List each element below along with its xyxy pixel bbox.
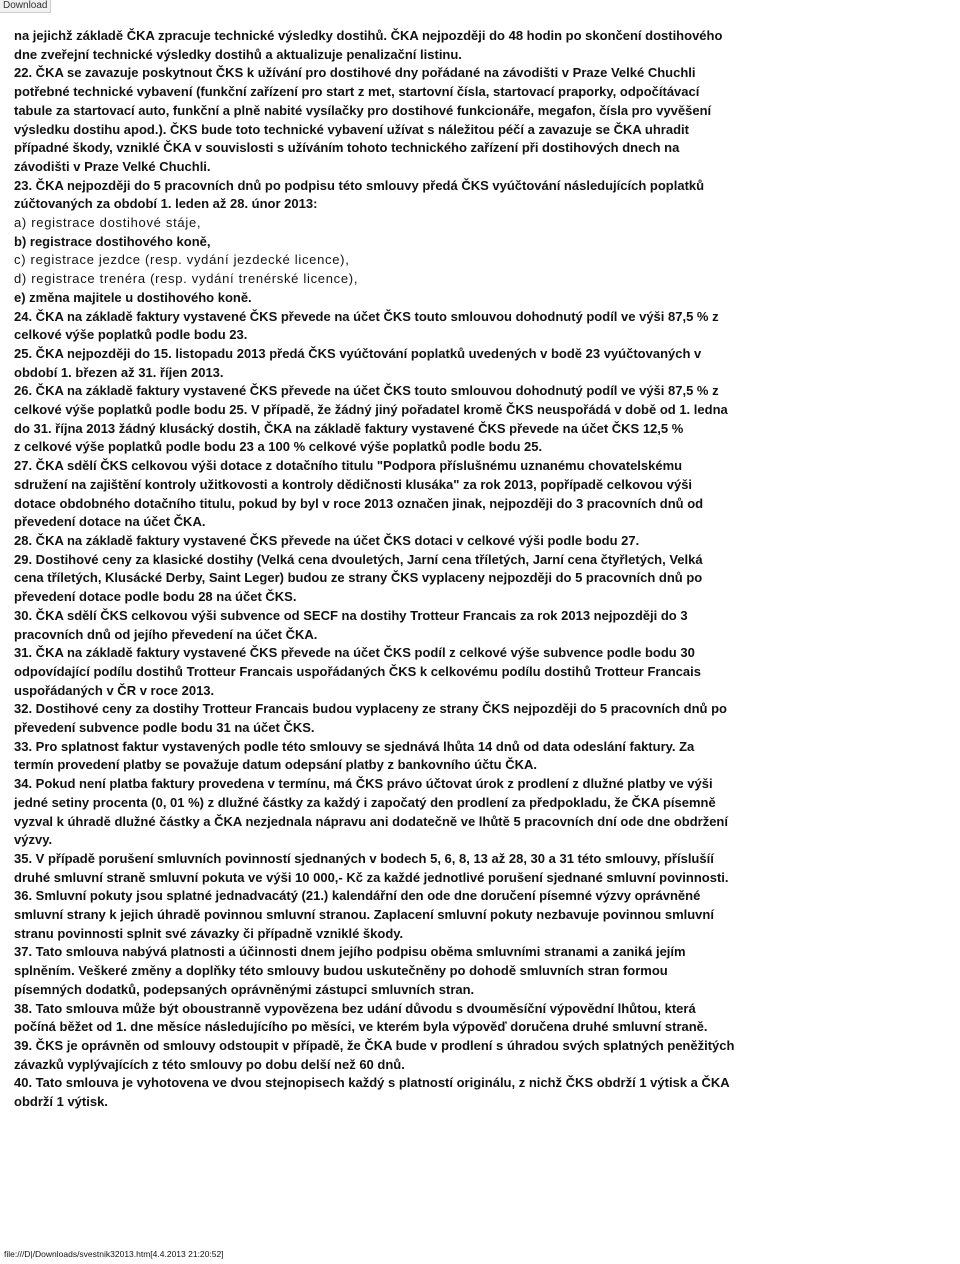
text-line: 40. Tato smlouva je vyhotovena ve dvou stejnopisech každý s platností originálu, z nichž ČKS obdrží 1 výtisk a ČKA <box>14 1075 730 1091</box>
text-line: písemných dodatků, podepsaných oprávněnými zástupci smluvních stran. <box>14 981 475 997</box>
text-line: 37. Tato smlouva nabývá platnosti a účinnosti dnem jejího podpisu oběma smluvními stranami a zaniká jejím <box>14 944 686 960</box>
download-button[interactable]: Download <box>0 0 51 13</box>
text-line: na jejichž základě ČKA zpracuje technické výsledky dostihů. ČKA nejpozději do 48 hodin po skončení dostihového <box>14 28 723 43</box>
text-line: uspořádaných v ČR v roce 2013. <box>14 682 215 698</box>
text-line: pracovních dnů od jejího převedení na účet ČKA. <box>14 626 318 642</box>
text-line: splněním. Veškeré změny a doplňky této smlouvy budou uskutečněny po dohodě smluvních stran formou <box>14 963 668 979</box>
text-line: 39. ČKS je oprávněn od smlouvy odstoupit v případě, že ČKA bude v prodlení s úhradou svých splatných peněžitých <box>14 1037 735 1053</box>
text-line: počíná běžet od 1. dne měsíce následujícího po měsíci, ve kterém byla výpověď doručena druhé smluvní straně. <box>14 1019 708 1035</box>
text-line: 22. ČKA se zavazuje poskytnout ČKS k užívání pro dostihové dny pořádané na závodišti v Praze Velké Chuchli <box>14 65 696 81</box>
page-footer-url: file:///D|/Downloads/svestnik32013.htm[4.4.2013 21:20:52] <box>4 1249 224 1259</box>
text-line: obdrží 1 výtisk. <box>14 1094 108 1110</box>
text-line: závazků vyplývajících z této smlouvy po dobu delší než 60 dnů. <box>14 1056 405 1072</box>
document-body <box>14 27 954 1112</box>
text-line: 25. ČKA nejpozději do 15. listopadu 2013 předá ČKS vyúčtování poplatků uvedených v bodě 23 vyúčtovaných v <box>14 345 702 361</box>
text-line: 35. V případě porušení smluvních povinností sjednaných v bodech 5, 6, 8, 13 až 28, 30 a 31 této smlouvy, příslušíí <box>14 850 714 866</box>
text-line: převedení dotace na účet ČKA. <box>14 514 206 530</box>
text-line: 24. ČKA na základě faktury vystavené ČKS převede na účet ČKS touto smlouvou dohodnutý podíl ve výši 87,5 % z <box>14 308 719 324</box>
text-line: vyzval k úhradě dlužné částky a ČKA nezjednala nápravu ani dodatečně ve lhůtě 5 pracovních dní ode dne obdržení <box>14 813 728 829</box>
text-line: 27. ČKA sdělí ČKS celkovou výši dotace z dotačního titulu "Podpora příslušnému uznanému chovatelskému <box>14 458 683 474</box>
text-line: do 31. října 2013 žádný klusácký dostih, ČKA na základě faktury vystavené ČKS převede na účet ČKS 12,5 % <box>14 420 684 436</box>
text-line: 28. ČKA na základě faktury vystavené ČKS převede na účet ČKS dotaci v celkové výši podle bodu 27. <box>14 532 640 548</box>
text-line: cena tříletých, Klusácké Derby, Saint Leger) budou ze strany ČKS vyplaceny nejpozději do 5 pracovních dnů po <box>14 570 703 586</box>
text-line: období 1. březen až 31. říjen 2013. <box>14 364 224 380</box>
text-line: druhé smluvní straně smluvní pokuta ve výši 10 000,- Kč za každé jednotlivé porušení sjednané smluvní povinnosti. <box>14 869 729 885</box>
text-line: 36. Smluvní pokuty jsou splatné jednadvacátý (21.) kalendářní den ode dne doručení písemné výzvy oprávněné <box>14 888 701 904</box>
list-item: a) registrace dostihové stáje, <box>14 215 202 231</box>
text-line: 31. ČKA na základě faktury vystavené ČKS převede na účet ČKS podíl z celkové výše subvence podle bodu 30 <box>14 645 695 661</box>
text-line: 29. Dostihové ceny za klasické dostihy (Velká cena dvouletých, Jarní cena tříletých, Jarní cena čtyřletých, Velká <box>14 551 703 567</box>
list-item: b) registrace dostihového koně, <box>14 233 211 249</box>
text-line: 23. ČKA nejpozději do 5 pracovních dnů po podpisu této smlouvy předá ČKS vyúčtování následujících poplatků <box>14 177 705 193</box>
list-item: e) změna majitele u dostihového koně. <box>14 289 252 305</box>
text-line: převedení dotace podle bodu 28 na účet ČKS. <box>14 589 297 605</box>
text-line: 30. ČKA sdělí ČKS celkovou výši subvence od SECF na dostihy Trotteur Francais za rok 2013 nejpozději do 3 <box>14 607 688 623</box>
text-line: 33. Pro splatnost faktur vystavených podle této smlouvy se sjednává lhůta 14 dnů od data odeslání faktury. Za <box>14 738 695 754</box>
list-item: d) registrace trenéra (resp. vydání trenérské licence), <box>14 271 359 287</box>
text-line: 38. Tato smlouva může být oboustranně vypovězena bez udání důvodu s dvouměsíční výpovědní lhůtou, která <box>14 1000 696 1016</box>
text-line: odpovídající podílu dostihů Trotteur Francais uspořádaných ČKS k celkovému podílu dostihů Trotteur Francais <box>14 663 701 679</box>
text-line: zúčtovaných za období 1. leden až 28. únor 2013: <box>14 196 318 212</box>
text-line: smluvní strany k jejich úhradě povinnou smluvní stranou. Zaplacení smluvní pokuty nezbavuje povinnou smluvní <box>14 907 714 923</box>
text-line: potřebné technické vybavení (funkční zařízení pro start z met, startovní čísla, startovací praporky, odpočítávací <box>14 84 700 100</box>
text-line: celkové výše poplatků podle bodu 23. <box>14 327 248 343</box>
text-line: 34. Pokud není platba faktury provedena v termínu, má ČKS právo účtovat úrok z prodlení z dlužné platby ve výši <box>14 776 713 792</box>
text-line: převedení subvence podle bodu 31 na účet ČKS. <box>14 720 315 736</box>
text-line: případné škody, vzniklé ČKA v souvislosti s užíváním tohoto technického zařízení při dostihových dnech na <box>14 140 680 156</box>
list-item: c) registrace jezdce (resp. vydání jezdecké licence), <box>14 252 350 268</box>
text-line: sdružení na zajištění kontroly užitkovosti a kontroly dědičnosti klusáka" za rok 2013, popřípadě celkovou výši <box>14 476 693 492</box>
text-line: termín provedení platby se považuje datum odepsání platby z bankovního účtu ČKA. <box>14 757 537 773</box>
text-line: dne zveřejní technické výsledky dostihů a aktualizuje penalizační listinu. <box>14 46 462 62</box>
text-line: z celkové výše poplatků podle bodu 23 a 100 % celkové výše poplatků podle bodu 25. <box>14 439 543 455</box>
text-line: závodišti v Praze Velké Chuchli. <box>14 158 211 174</box>
text-line: jedné setiny procenta (0, 01 %) z dlužné částky za každý i započatý den prodlení za předpokladu, že ČKA písemně <box>14 794 716 810</box>
text-line: 26. ČKA na základě faktury vystavené ČKS převede na účet ČKS touto smlouvou dohodnutý podíl ve výši 87,5 % z <box>14 383 719 399</box>
text-line: výsledku dostihu apod.). ČKS bude toto technické vybavení užívat s náležitou péčí a zavazuje se ČKA uhradit <box>14 121 689 137</box>
text-line: výzvy. <box>14 832 53 848</box>
text-line: dotace obdobného dotačního titulu, pokud by byl v roce 2013 označen jinak, nejpozději do 3 pracovních dnů od <box>14 495 704 511</box>
text-line: 32. Dostihové ceny za dostihy Trotteur Francais budou vyplaceny ze strany ČKS nejpozději do 5 pracovních dnů po <box>14 701 727 717</box>
text-line: stranu povinnosti splnit své závazky či případně vzniklé škody. <box>14 925 404 941</box>
text-line: celkové výše poplatků podle bodu 25. V případě, že žádný jiný pořadatel kromě ČKS neuspořádá v době od 1. ledna <box>14 402 728 418</box>
text-line: tabule za startovací auto, funkční a plně nabité vysílačky pro dostihové funkcionáře, megafon, čísla pro vyvěšení <box>14 102 712 118</box>
